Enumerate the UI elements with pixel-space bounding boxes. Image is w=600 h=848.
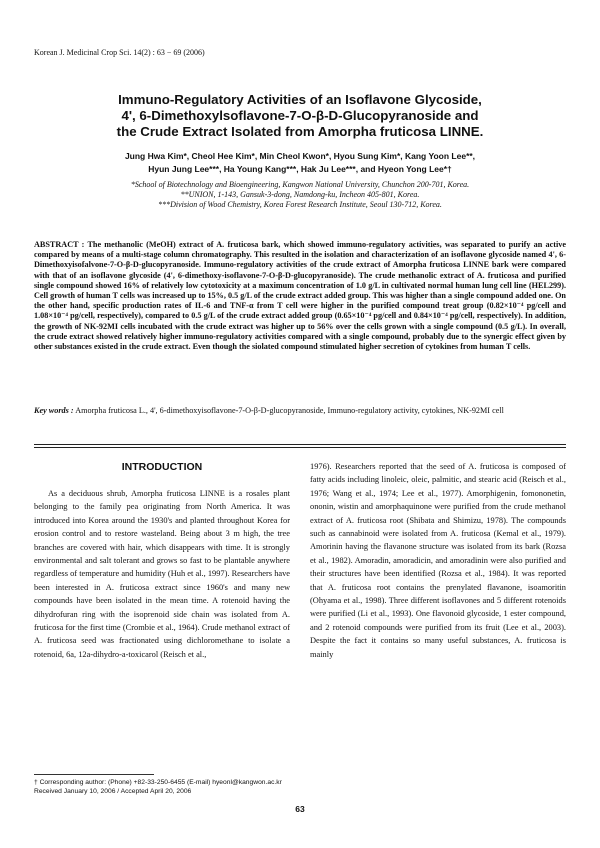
abstract: ABSTRACT : The methanolic (MeOH) extract of A. fruticosa bark, which showed immuno-regulatory activities, was separated to purify an active compared by means of a multi-stage column chromatography. This resulted in the isolation and characterization of an isoflavone glycoside named 4', 6-Dimethoxyisofalvone-7-O-β-D-glucopyranoside. Immuno-regulatory activities of the crude extract of Amorpha fruticosa LINNE bark were compared with that of an isoflavone glycoside (4', 6-dimethoxy-isoflavone-7-O-β-D-glucopyranoside). The crude methanolic extract of A. fruticosa and purified single compound showed 16% of relatively low cytotoxicity at a maximum concentration of 1.0 g/L in cultivated normal human lung cell line (HEL299). Cell growth of human T cells was increased up to 15%, 0.5 g/L of the crude extract added group. This was higher than a single compound added one. On the other hand, specific production rates of IL-6 and TNF-α from T cell were higher in the purified compound treat group (0.82×10⁻⁴ pg/cell and 1.08×10⁻⁴ pg/cell, respectively), compared to 0.5 g/L of the crude extract added group (0.65×10⁻⁴ pg/cell and 0.84×10⁻⁴ pg/cell, respectively). In addition, the growth of NK-92MI cells incubated with the crude extract was higher up to 56% over the cells grown with a single compound (0.5 g/L). In overall, the crude extract showed relatively higher immuno-regulatory activities compared with a single compound, probably due to the synergic effect given by other substances existed in the crude extract. Even though the siolated compound stimulated higher secretion of cytokines from human T cells. <box>34 240 566 352</box>
journal-citation: Korean J. Medicinal Crop Sci. 14(2) : 63 − 69 (2006) <box>34 48 205 57</box>
page-number: 63 <box>295 804 305 814</box>
title-line: Immuno-Regulatory Activities of an Isoflavone Glycoside, <box>118 92 482 107</box>
body-column-left: As a deciduous shrub, Amorpha fruticosa LINNE is a rosales plant belonging to the family pea originating from North America. It was introduced into Korea around the 1930's and planted throughout Korea for erosion control and to restore wasteland. Being about 3 m high, the tree branches are covered with hair, which disappears with time. It is strongly environmental and salt tolerant and grows so fast to be plantable anywhere regardless of temperature and humidity (Huh et al., 1997). Researchers have been interested in A. fruticosa extract since 1960's and many new compounds have been isolated in the mean time. A rotenoid having the dihydrofuran ring with the isoprenoid side chain was isolated from A. fruticosa for the first time (Crombie et al., 1964). Crude methanol extract of A. fruticosa seed was fractionated using dichloromethane to isolate a rotenoid, 6a, 12a-dihydro-a-toxicarol (Reisch et al., <box>34 489 290 659</box>
author-line: Jung Hwa Kim*, Cheol Hee Kim*, Min Cheol Kwon*, Hyou Sung Kim*, Kang Yoon Lee**, <box>124 151 476 161</box>
body-column-right: 1976). Researchers reported that the seed of A. fruticosa is composed of fatty acids including linoleic, oleic, palmitic, and stearic acid (Reisch et al., 1976; Wang et al., 1974; Lee et al., 1977). Amorphigenin, fomononetin, ononin, wistin and amorphaquinone were purified from the crude methanol extract of A. fruticosa root (Shibata and Shimizu, 1978). The compounds such as cannabinoid were isolated from A. fruticosa (Kemal et al., 1979). Amorinin having the flavanone structure was isolated from its bark (Rozsa et al., 1982). Amoradin, amoradicin, and amoradinin were also purified and their structures have been identified (Rozsa et al., 1984). It was reported that A. fruticosa root contains the prenylated flavanone, isoamoritin (Ohyama et al., 1998). Three different isoflavones and 5 different rotenoids were purified (Li et al., 1993). One flavonoid glycoside, 1 ester compound, and 2 rotenoid compounds were purified from its fruit (Lee et al., 2003). Despite the fact it contains so many useful substances, A. fruticosa is mainly <box>310 462 566 659</box>
affiliations <box>80 180 520 210</box>
affiliation-line: *School of Biotechnology and Bioengineering, Kangwon National University, Chunchon 200-701, Korea. <box>130 180 470 189</box>
footnote-line: Received January 10, 2006 / Accepted April 20, 2006 <box>34 788 192 795</box>
section-divider <box>34 444 566 445</box>
keywords <box>34 406 566 416</box>
section-heading: INTRODUCTION <box>121 461 203 473</box>
affiliation-line: **UNION, 1-143, Gansuk-3-dong, Namdong-ku, Incheon 405-801, Korea. <box>180 190 420 199</box>
author-line: Hyun Jung Lee***, Ha Young Kang***, Hak Ju Lee***, and Hyeon Yong Lee*† <box>148 164 452 174</box>
footnote <box>34 778 566 796</box>
title-line: 4', 6-Dimethoxylsoflavone-7-O-β-D-Glucopyranoside and <box>121 108 479 123</box>
keywords-text: Amorpha fruticosa L., 4', 6-dimethoxyisoflavone-7-O-β-D-glucopyranoside, Immuno-regulatory activity, cytokines, NK-92MI cell <box>75 406 504 415</box>
title-line: the Crude Extract Isolated from Amorpha fruticosa LINNE. <box>116 124 484 139</box>
footnote-rule <box>34 774 154 775</box>
section-divider <box>34 447 566 448</box>
footnote-line: † Corresponding author: (Phone) +82-33-250-6455 (E-mail) hyeonl@kangwon.ac.kr <box>34 779 282 786</box>
article-title <box>40 92 560 140</box>
author-list <box>40 150 560 176</box>
keywords-label: Key words : <box>34 406 74 415</box>
affiliation-line: ***Division of Wood Chemistry, Korea Forest Research Institute, Seoul 130-712, Korea. <box>158 200 442 209</box>
